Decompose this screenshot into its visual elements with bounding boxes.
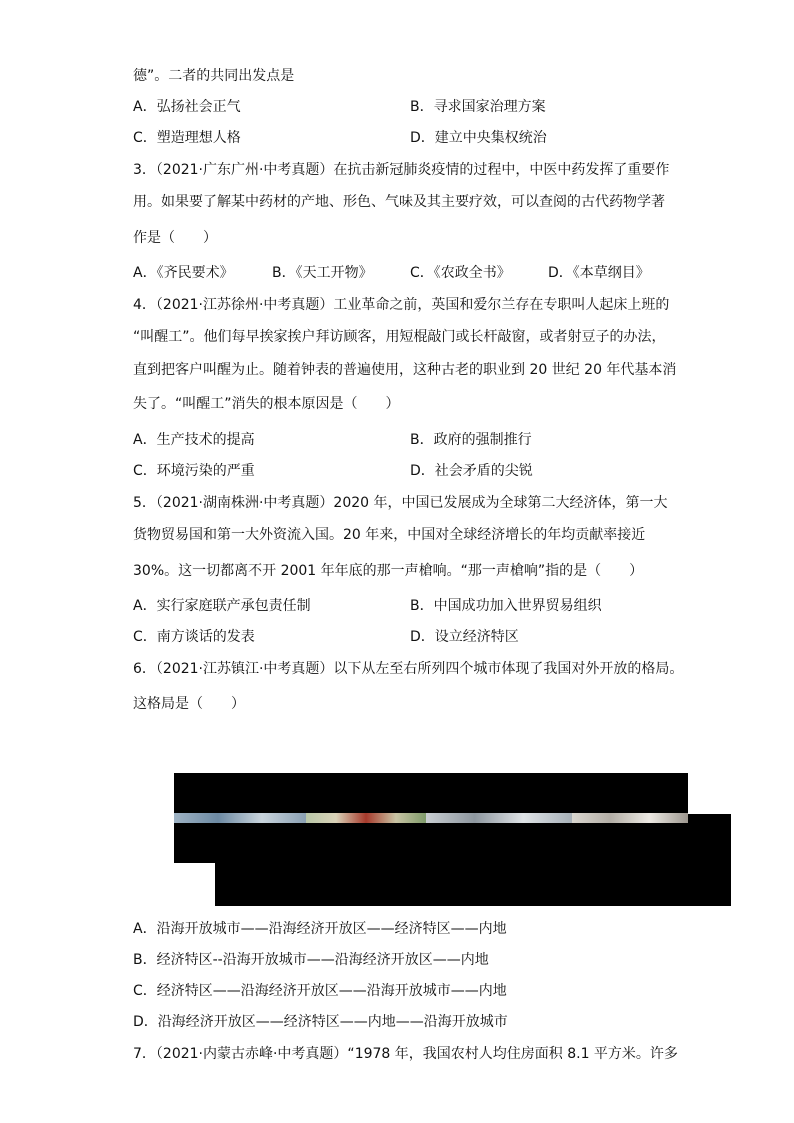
q4-stem-line4: 失了。“叫醒工”消失的根本原因是（ ） [133,396,400,412]
redaction-box-bottom [215,862,688,906]
q3-option-b[interactable]: B．《天工开物》 [272,265,373,281]
redaction-box-right [688,814,731,906]
q4-option-d[interactable]: D．社会矛盾的尖锐 [410,463,533,479]
q4-stem-line1: 4．（2021·江苏徐州·中考真题）工业革命之前，英国和爱尔兰存在专职叫人起床上班的 [133,297,670,313]
q6-option-d[interactable]: D．沿海经济开放区——经济特区——内地——沿海开放城市 [133,1014,508,1030]
q2-stem-tail: 德”。二者的共同出发点是 [133,68,295,84]
q2-option-d[interactable]: D．建立中央集权统治 [410,130,547,146]
q4-option-b[interactable]: B．政府的强制推行 [410,432,532,448]
q3-option-a[interactable]: A．《齐民要术》 [133,265,234,281]
redaction-box-middle [174,823,688,863]
q6-option-c[interactable]: C．经济特区——沿海经济开放区——沿海开放城市——内地 [133,983,507,999]
q5-option-a[interactable]: A．实行家庭联产承包责任制 [133,598,311,614]
q3-stem-line3: 作是（ ） [133,230,217,246]
q3-stem-line1: 3．（2021·广东广州·中考真题）在抗击新冠肺炎疫情的过程中，中医中药发挥了重要作 [133,162,670,178]
q6-option-a[interactable]: A．沿海开放城市——沿海经济开放区——经济特区——内地 [133,921,507,937]
q4-option-c[interactable]: C．环境污染的严重 [133,463,255,479]
q5-option-b[interactable]: B．中国成功加入世界贸易组织 [410,598,602,614]
q2-option-c[interactable]: C．塑造理想人格 [133,130,241,146]
city-photo-3 [426,813,572,823]
q4-option-a[interactable]: A．生产技术的提高 [133,432,255,448]
q2-option-a[interactable]: A．弘扬社会正气 [133,99,241,115]
q3-option-d[interactable]: D．《本草纲目》 [548,265,650,281]
q6-option-b[interactable]: B．经济特区--沿海开放城市——沿海经济开放区——内地 [133,952,489,968]
q5-stem-line3: 30%。这一切都离不开 2001 年年底的那一声槍响。“那一声槍响”指的是（ ） [133,563,644,579]
q6-stem-line2: 这格局是（ ） [133,696,245,712]
q3-option-c[interactable]: C．《农政全书》 [410,265,511,281]
q2-option-b[interactable]: B．寻求国家治理方案 [410,99,546,115]
q5-stem-line1: 5．（2021·湖南株洲·中考真题）2020 年，中国已发展成为全球第二大经济体，第一大 [133,495,668,511]
city-photo-4 [572,813,688,823]
q5-option-d[interactable]: D．设立经济特区 [410,629,519,645]
redaction-box-top [174,773,688,814]
q5-stem-line2: 货物贸易国和第一大外资流入国。20 年来，中国对全球经济增长的年均贡献率接近 [133,527,646,543]
city-photo-1 [174,813,306,823]
city-photo-2 [306,813,426,823]
q3-stem-line2: 用。如果要了解某中药材的产地、形色、气味及其主要疗效，可以查阅的古代药物学著 [133,194,665,210]
q6-stem-line1: 6．（2021·江苏镇江·中考真题）以下从左至右所列四个城市体现了我国对外开放的格局。 [133,661,684,677]
q7-stem-line1: 7．（2021·内蒙古赤峰·中考真题）“1978 年，我国农村人均住房面积 8.1 平方米。许多 [133,1046,678,1062]
q4-stem-line3: 直到把客户叫醒为止。随着钟表的普遍使用，这种古老的职业到 20 世纪 20 年代基本消 [133,362,677,378]
q5-option-c[interactable]: C．南方谈话的发表 [133,629,255,645]
q4-stem-line2: “叫醒工”。他们每早挨家挨户拜访顾客，用短棍敲门或长杆敲窗，或者射豆子的办法， [133,329,666,345]
